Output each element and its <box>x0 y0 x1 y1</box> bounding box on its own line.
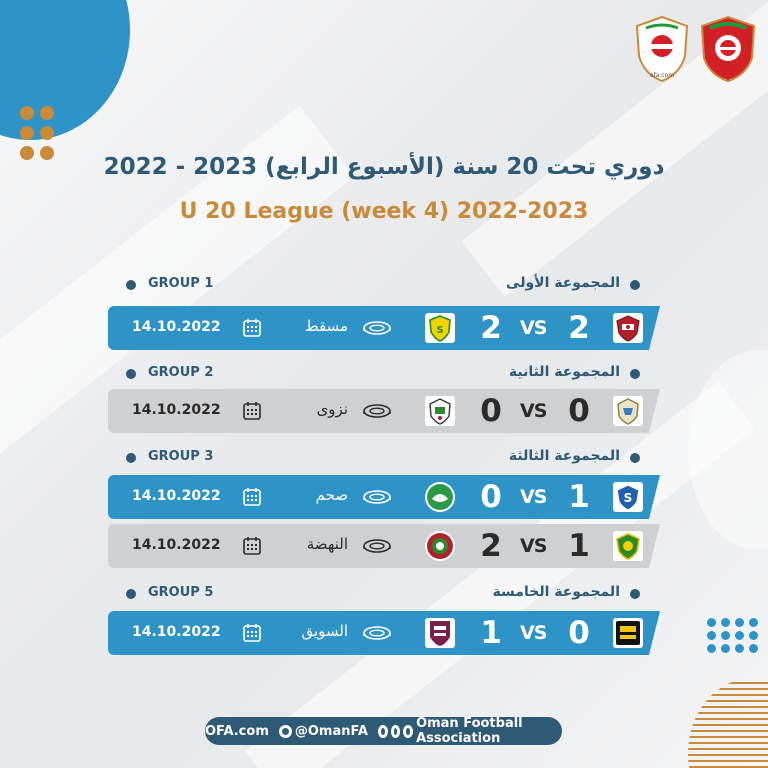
home-score: 1 <box>568 479 590 515</box>
vs-label: VS <box>520 486 547 508</box>
match-date: 14.10.2022 <box>132 488 221 504</box>
group-dot <box>126 589 136 599</box>
group-label-en: GROUP 3 <box>148 449 214 464</box>
decor-orange-dots <box>20 106 54 160</box>
footer-bar <box>205 717 562 745</box>
match-row <box>108 306 660 350</box>
match-date: 14.10.2022 <box>132 537 221 553</box>
svg-text:S: S <box>623 491 633 505</box>
group-label-ar: المجموعة الخامسة <box>492 584 620 600</box>
home-score: 1 <box>568 528 590 564</box>
match-row <box>108 611 660 655</box>
decor-blue-dots <box>707 618 758 653</box>
home-score: 0 <box>568 393 590 429</box>
match-venue: نزوى <box>316 400 348 418</box>
home-club-badge <box>612 395 644 427</box>
home-score: 0 <box>568 615 590 651</box>
match-row <box>108 475 660 519</box>
match-venue: صحم <box>315 486 348 504</box>
match-venue: النهضة <box>306 535 348 553</box>
match-row <box>108 389 660 433</box>
twitter-icon <box>279 725 292 738</box>
oman-football-association-logo <box>698 14 758 84</box>
ofa-academy-logo <box>632 14 692 84</box>
away-club-badge <box>424 617 456 649</box>
match-row <box>108 524 660 568</box>
stadium-icon <box>362 403 392 419</box>
group-dot <box>630 369 640 379</box>
footer-website[interactable] <box>205 724 269 739</box>
group-dot <box>630 280 640 290</box>
away-club-badge <box>424 312 456 344</box>
vs-label: VS <box>520 317 547 339</box>
stadium-icon <box>362 489 392 505</box>
calendar-icon <box>243 318 261 337</box>
youtube-icon <box>403 725 413 738</box>
logo-caption: ofa.com <box>649 72 675 79</box>
home-club-badge <box>612 530 644 562</box>
group-label-ar: المجموعة الثانية <box>508 364 620 380</box>
match-venue: مسقط <box>304 317 348 335</box>
match-venue: السويق <box>301 622 348 640</box>
away-score: 0 <box>480 393 502 429</box>
vs-label: VS <box>520 535 547 557</box>
group-header <box>126 275 640 295</box>
group-label-en: GROUP 5 <box>148 585 214 600</box>
group-label-en: GROUP 1 <box>148 276 214 291</box>
home-club-badge <box>612 617 644 649</box>
footer-social[interactable] <box>378 716 562 746</box>
away-score: 2 <box>480 310 502 346</box>
calendar-icon <box>243 623 261 642</box>
group-dot <box>630 589 640 599</box>
website-label: OFA.com <box>205 723 269 739</box>
org-name: Oman Football Association <box>416 716 523 746</box>
home-score: 2 <box>568 310 590 346</box>
home-club-badge <box>612 312 644 344</box>
home-club-badge <box>612 481 644 513</box>
group-dot <box>126 280 136 290</box>
match-date: 14.10.2022 <box>132 624 221 640</box>
title-arabic: دوري تحت 20 سنة (الأسبوع الرابع) 2023 - 2022 <box>103 154 665 180</box>
svg-text:S: S <box>436 325 444 336</box>
away-score: 2 <box>480 528 502 564</box>
away-score: 0 <box>480 479 502 515</box>
group-header <box>126 584 640 604</box>
twitter-handle: @OmanFA <box>294 723 368 739</box>
group-dot <box>126 453 136 463</box>
group-dot <box>630 453 640 463</box>
calendar-icon <box>243 401 261 420</box>
match-date: 14.10.2022 <box>132 402 221 418</box>
away-club-badge <box>424 530 456 562</box>
group-label-ar: المجموعة الأولى <box>506 275 620 291</box>
instagram-icon <box>378 725 388 738</box>
facebook-icon <box>391 725 401 738</box>
away-club-badge <box>424 395 456 427</box>
away-score: 1 <box>480 615 502 651</box>
group-label-en: GROUP 2 <box>148 365 214 380</box>
group-dot <box>126 369 136 379</box>
match-date: 14.10.2022 <box>132 319 221 335</box>
stadium-icon <box>362 538 392 554</box>
stadium-icon <box>362 320 392 336</box>
calendar-icon <box>243 487 261 506</box>
vs-label: VS <box>520 622 547 644</box>
footer-twitter[interactable] <box>279 724 368 739</box>
calendar-icon <box>243 536 261 555</box>
away-club-badge <box>424 481 456 513</box>
vs-label: VS <box>520 400 547 422</box>
bg-stripe <box>245 382 755 768</box>
group-header <box>126 364 640 384</box>
group-label-ar: المجموعة الثالثة <box>508 448 620 464</box>
group-header <box>126 448 640 468</box>
title-english: U 20 League (week 4) 2022-2023 <box>179 199 589 224</box>
bg-circle-light <box>688 350 768 550</box>
stadium-icon <box>362 625 392 641</box>
